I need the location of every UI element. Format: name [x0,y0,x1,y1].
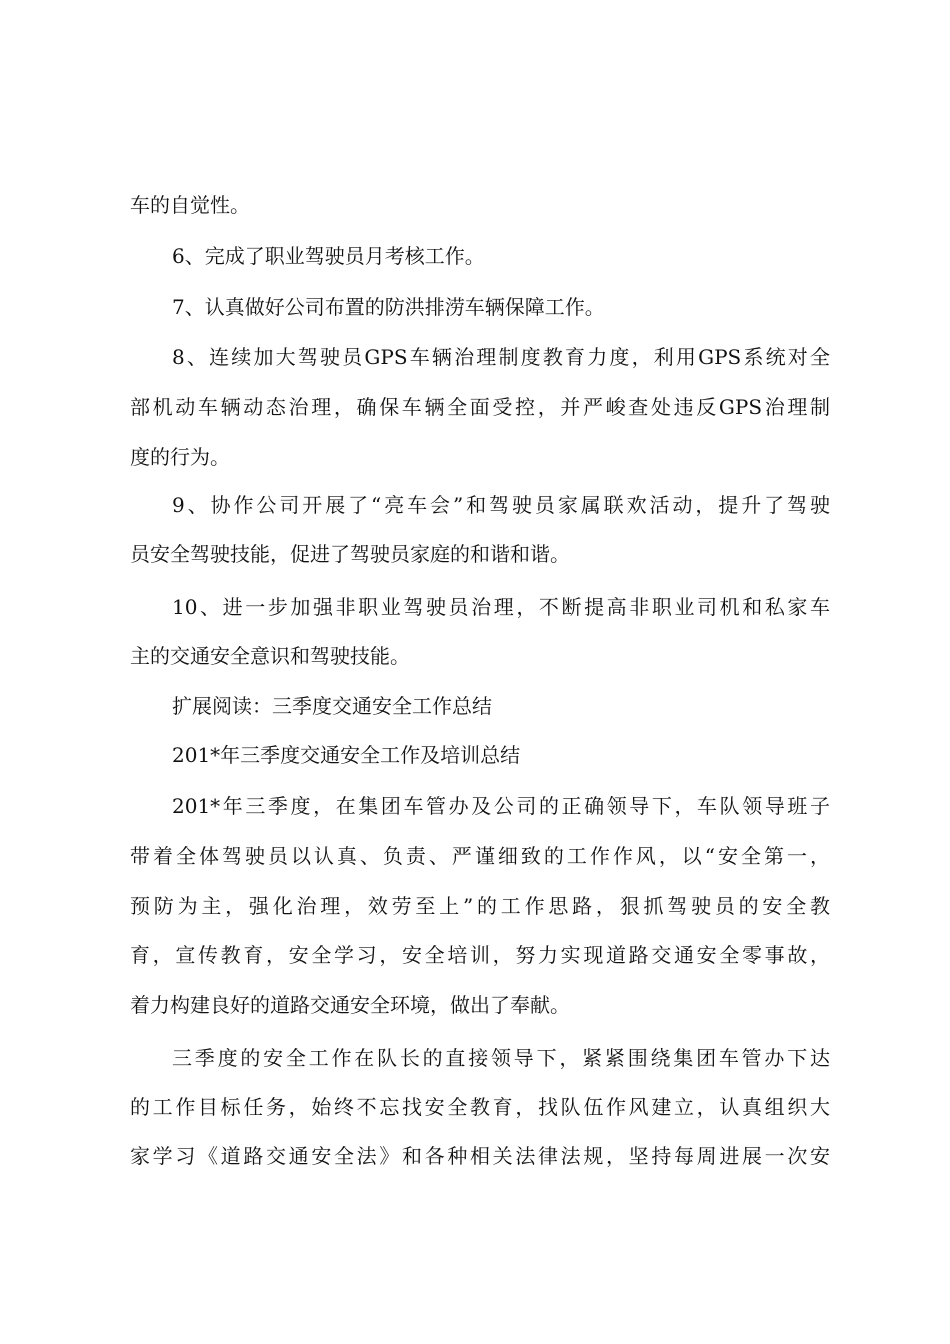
text-line: 主的交通安全意识和驾驶技能。 [130,644,410,668]
text-line: 部机动车辆动态治理，确保车辆全面受控，并严峻查处违反GPS治理制 [130,395,830,419]
text-line: 扩展阅读：三季度交通安全工作总结 [172,694,492,718]
text-line: 201*年三季度交通安全工作及培训总结 [172,743,521,767]
text-line: 车的自觉性。 [130,193,250,217]
text-line: 预防为主，强化治理，效劳至上”的工作思路，狠抓驾驶员的安全教 [130,894,830,918]
text-line: 8、连续加大驾驶员GPS车辆治理制度教育力度，利用GPS系统对全 [172,345,830,369]
text-line: 带着全体驾驶员以认真、负责、严谨细致的工作作风，以“安全第一， [130,844,830,868]
text-line: 家学习《道路交通安全法》和各种相关法律法规，坚持每周进展一次安 [130,1144,830,1168]
text-line: 6、完成了职业驾驶员月考核工作。 [172,244,485,268]
text-line: 的工作目标任务，始终不忘找安全教育，找队伍作风建立，认真组织大 [130,1095,830,1119]
text-line: 员安全驾驶技能，促进了驾驶员家庭的和谐和谐。 [130,542,570,566]
text-line: 育，宣传教育，安全学习，安全培训，努力实现道路交通安全零事故， [130,943,830,967]
text-line: 7、认真做好公司布置的防洪排涝车辆保障工作。 [172,295,605,319]
text-line: 10、进一步加强非职业驾驶员治理，不断提高非职业司机和私家车 [172,595,830,619]
text-line: 9、协作公司开展了“亮车会”和驾驶员家属联欢活动，提升了驾驶 [172,493,830,517]
text-line: 度的行为。 [130,445,230,469]
text-line: 着力构建良好的道路交通安全环境，做出了奉献。 [130,993,570,1017]
text-line: 三季度的安全工作在队长的直接领导下，紧紧围绕集团车管办下达 [172,1046,830,1070]
text-line: 201*年三季度，在集团车管办及公司的正确领导下，车队领导班子 [172,794,830,818]
